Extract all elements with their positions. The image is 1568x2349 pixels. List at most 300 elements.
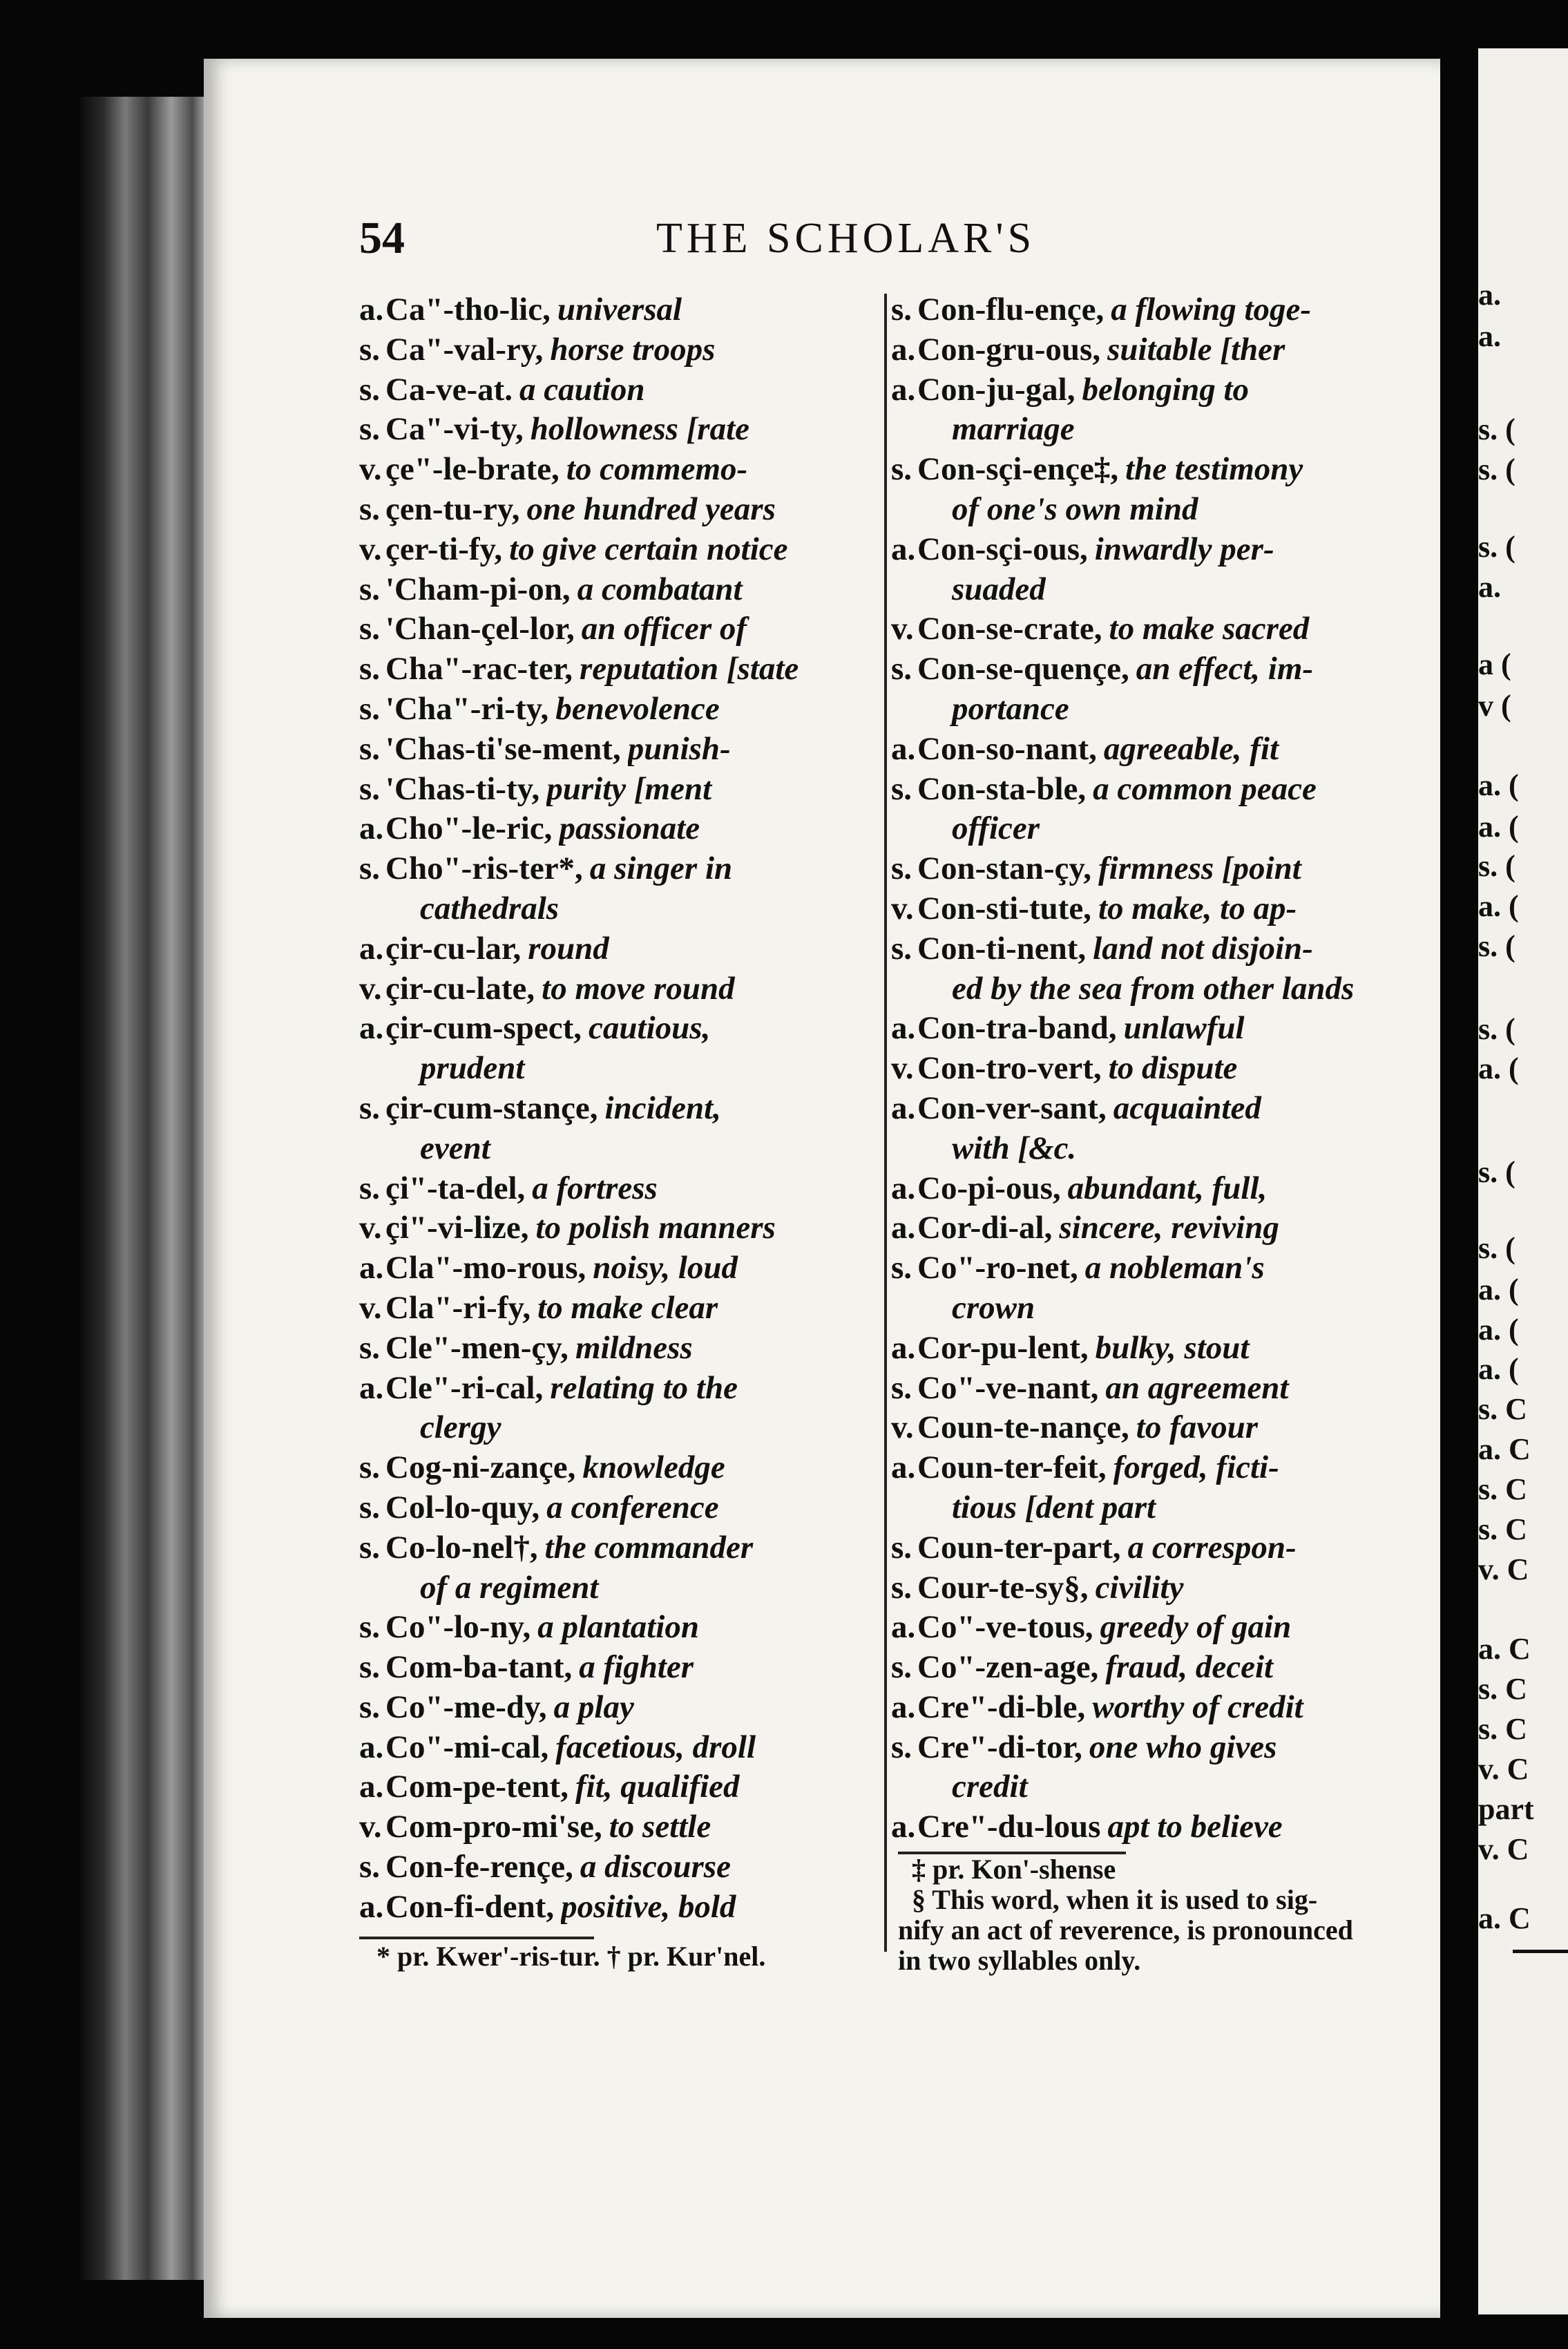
dictionary-entry xyxy=(359,1728,881,1768)
part-of-speech: s. xyxy=(359,651,381,687)
part-of-speech: v. xyxy=(359,970,382,1007)
entry-continuation xyxy=(359,1568,881,1608)
definition: a discourse xyxy=(580,1849,731,1885)
definition: round xyxy=(528,930,609,967)
headword: Con-flu-ençe, xyxy=(917,292,1105,327)
dictionary-entry xyxy=(359,330,881,370)
definition: to commemo- xyxy=(566,451,748,488)
headword: Cla"-ri-fy, xyxy=(385,1289,531,1326)
definition: to favour xyxy=(1136,1409,1259,1446)
part-of-speech: s. xyxy=(359,1609,381,1646)
part-of-speech: s. xyxy=(359,1649,381,1686)
headword: Cre"-di-ble, xyxy=(917,1689,1086,1725)
entry-continuation xyxy=(891,410,1402,450)
part-of-speech: a. xyxy=(359,1010,384,1047)
dictionary-entry xyxy=(359,1369,881,1409)
definition: knowledge xyxy=(582,1449,725,1486)
headword: çe"-le-brate, xyxy=(385,451,560,488)
dictionary-entry xyxy=(359,1767,881,1807)
dictionary-entry xyxy=(359,490,881,530)
headword: Con-ju-gal, xyxy=(917,371,1075,408)
definition: a fortress xyxy=(532,1170,658,1206)
part-of-speech: s. xyxy=(359,1170,381,1206)
headword: Com-ba-tant, xyxy=(385,1649,573,1686)
headword: Cho"-le-ric, xyxy=(385,810,553,847)
part-of-speech: a. xyxy=(891,531,916,567)
headword: 'Cha"-ri-ty, xyxy=(385,690,549,727)
headword: Cho"-ris-ter*, xyxy=(385,850,583,887)
definition: a singer in xyxy=(589,850,733,887)
part-of-speech: s. xyxy=(359,1689,381,1725)
next-page-fragment: s. ( xyxy=(1478,1231,1516,1265)
entry-continuation xyxy=(359,1129,881,1169)
footnote-left: * pr. Kwer'-ris-tur. † pr. Kur'nel. xyxy=(376,1941,766,1972)
definition: an officer of xyxy=(581,611,747,647)
dictionary-entry xyxy=(359,410,881,450)
dictionary-entry xyxy=(359,1009,881,1049)
next-page-fragment: s. C xyxy=(1478,1392,1527,1426)
headword: Con-gru-ous, xyxy=(917,331,1101,368)
next-page-fragment: s. C xyxy=(1478,1472,1527,1506)
dictionary-entry xyxy=(891,1329,1402,1369)
dictionary-entry xyxy=(891,1049,1402,1089)
headword: Co"-mi-cal, xyxy=(385,1729,549,1765)
definition: hollowness [rate xyxy=(530,411,750,448)
part-of-speech: v. xyxy=(891,611,914,647)
next-page-fragment: s. ( xyxy=(1478,412,1516,446)
next-page-fragment: s. C xyxy=(1478,1712,1527,1746)
dictionary-entry xyxy=(891,1448,1402,1488)
definition: worthy of credit xyxy=(1092,1689,1303,1725)
part-of-speech: a. xyxy=(891,1090,916,1126)
definition: firmness [point xyxy=(1098,850,1301,887)
definition: civility xyxy=(1095,1569,1184,1606)
continuation-text: tious [dent part xyxy=(952,1489,1156,1525)
next-page-fragment: a. ( xyxy=(1478,810,1519,844)
dictionary-entry xyxy=(359,929,881,969)
headword: Cre"-di-tor, xyxy=(917,1729,1082,1765)
headword: 'Chas-ti-ty, xyxy=(385,770,540,807)
headword: Con-ti-nent, xyxy=(917,930,1087,967)
headword: Con-tra-band, xyxy=(917,1010,1117,1047)
part-of-speech: s. xyxy=(891,1649,912,1686)
headword: çi"-ta-del, xyxy=(385,1170,526,1206)
headword: 'Cham-pi-on, xyxy=(385,571,571,607)
footnote-right-2: § This word, when it is used to sig- xyxy=(912,1884,1318,1915)
continuation-text: crown xyxy=(952,1289,1035,1326)
continuation-text: prudent xyxy=(420,1050,525,1087)
dictionary-entry xyxy=(891,1089,1402,1129)
definition: reputation [state xyxy=(580,651,799,687)
entry-continuation xyxy=(891,570,1402,610)
headword: Co"-ve-tous, xyxy=(917,1609,1093,1646)
page-header xyxy=(359,207,1395,269)
next-page-fragment: a. ( xyxy=(1478,889,1519,923)
dictionary-entry xyxy=(359,370,881,410)
definition: one who gives xyxy=(1089,1729,1277,1765)
headword: Co"-lo-ny, xyxy=(385,1609,531,1646)
definition: a combatant xyxy=(577,571,743,607)
definition: to make clear xyxy=(537,1289,718,1326)
headword: Cour-te-sy§, xyxy=(917,1569,1089,1606)
part-of-speech: s. xyxy=(891,1369,912,1406)
next-page-fragment: s. ( xyxy=(1478,1155,1516,1189)
next-page-rule xyxy=(1513,1950,1568,1953)
headword: Cog-ni-zançe, xyxy=(385,1449,576,1486)
headword: Coun-ter-part, xyxy=(917,1529,1121,1566)
definition: to make, to ap- xyxy=(1098,890,1297,926)
definition: universal xyxy=(557,292,682,327)
part-of-speech: s. xyxy=(359,1449,381,1486)
definition: a conference xyxy=(546,1489,719,1525)
dictionary-entry xyxy=(359,969,881,1009)
headword: çir-cum-spect, xyxy=(385,1010,582,1047)
continuation-text: clergy xyxy=(420,1409,501,1446)
next-page-fragment: s. ( xyxy=(1478,530,1516,564)
dictionary-entry xyxy=(359,1847,881,1887)
definition: mildness xyxy=(575,1329,693,1366)
definition: relating to the xyxy=(550,1369,738,1406)
part-of-speech: v. xyxy=(891,1409,914,1446)
dictionary-entry xyxy=(359,849,881,889)
headword: Com-pro-mi'se, xyxy=(385,1809,602,1845)
dictionary-entry xyxy=(891,290,1402,330)
dictionary-entry xyxy=(891,1648,1402,1688)
part-of-speech: a. xyxy=(359,1369,384,1406)
dictionary-entry xyxy=(359,1329,881,1369)
dictionary-entry xyxy=(891,1169,1402,1209)
part-of-speech: a. xyxy=(891,1689,916,1725)
dictionary-entry xyxy=(891,609,1402,649)
headword: Con-sçi-ençe‡, xyxy=(917,451,1119,488)
headword: Cle"-men-çy, xyxy=(385,1329,568,1366)
part-of-speech: s. xyxy=(891,292,912,327)
part-of-speech: a. xyxy=(891,1170,916,1206)
part-of-speech: s. xyxy=(891,1569,912,1606)
dictionary-entry xyxy=(891,730,1402,770)
headword: Ca-ve-at. xyxy=(385,371,513,408)
definition: inwardly per- xyxy=(1094,531,1274,567)
part-of-speech: a. xyxy=(359,930,384,967)
headword: Cor-di-al, xyxy=(917,1210,1053,1246)
dictionary-entry xyxy=(359,1807,881,1847)
dictionary-entry xyxy=(359,1688,881,1728)
definition: an effect, im- xyxy=(1136,651,1314,687)
part-of-speech: a. xyxy=(891,730,916,767)
next-page-fragment: a. C xyxy=(1478,1901,1531,1935)
dictionary-entry xyxy=(359,809,881,849)
part-of-speech: s. xyxy=(359,371,381,408)
next-page-fragment: s. C xyxy=(1478,1672,1527,1706)
dictionary-entry xyxy=(359,1169,881,1209)
book-spine xyxy=(79,97,211,2280)
part-of-speech: s. xyxy=(359,1529,381,1566)
dictionary-entry xyxy=(891,849,1402,889)
dictionary-entry xyxy=(891,1807,1402,1847)
dictionary-entry xyxy=(891,649,1402,690)
definition: the testimony xyxy=(1125,451,1303,488)
dictionary-entry xyxy=(359,1488,881,1528)
next-page-fragment: v. C xyxy=(1478,1832,1529,1866)
headword: Con-sta-ble, xyxy=(917,770,1087,807)
definition: passionate xyxy=(559,810,700,847)
definition: unlawful xyxy=(1123,1010,1245,1047)
headword: Ca"-tho-lic, xyxy=(385,292,551,327)
definition: fraud, deceit xyxy=(1105,1649,1274,1686)
definition: a flowing toge- xyxy=(1111,292,1312,327)
part-of-speech: v. xyxy=(891,1050,914,1087)
next-page-fragment: a. ( xyxy=(1478,1052,1519,1085)
footnote-right-3: nify an act of reverence, is pronounced xyxy=(898,1914,1353,1946)
definition: sincere, reviving xyxy=(1059,1210,1279,1246)
continuation-text: marriage xyxy=(952,411,1075,448)
right-column xyxy=(891,290,1402,1847)
next-page-fragment: s. ( xyxy=(1478,849,1516,883)
part-of-speech: s. xyxy=(359,1489,381,1525)
headword: Co"-ro-net, xyxy=(917,1250,1078,1286)
part-of-speech: s. xyxy=(359,611,381,647)
dictionary-entry xyxy=(891,1608,1402,1648)
entry-continuation xyxy=(359,1408,881,1448)
continuation-text: cathedrals xyxy=(420,890,560,926)
headword: çir-cu-late, xyxy=(385,970,535,1007)
dictionary-entry xyxy=(891,1369,1402,1409)
definition: a correspon- xyxy=(1127,1529,1297,1566)
next-page-fragment: v ( xyxy=(1478,689,1511,723)
dictionary-entry xyxy=(359,1208,881,1248)
page-number: 54 xyxy=(359,213,405,263)
headword: Co-lo-nel†, xyxy=(385,1529,538,1566)
dictionary-entry xyxy=(891,370,1402,410)
headword: Con-se-quençe, xyxy=(917,651,1129,687)
continuation-text: suaded xyxy=(952,571,1046,607)
dictionary-entry xyxy=(359,730,881,770)
part-of-speech: v. xyxy=(359,531,382,567)
continuation-text: with [&c. xyxy=(952,1130,1077,1166)
definition: positive, bold xyxy=(561,1888,736,1925)
headword: Ca"-vi-ty, xyxy=(385,411,524,448)
next-page-fragment: a ( xyxy=(1478,647,1511,681)
part-of-speech: a. xyxy=(359,1769,384,1805)
headword: Con-so-nant, xyxy=(917,730,1097,767)
dictionary-entry xyxy=(891,1208,1402,1248)
dictionary-entry xyxy=(891,1408,1402,1448)
headword: Col-lo-quy, xyxy=(385,1489,540,1525)
dictionary-entry xyxy=(891,1528,1402,1568)
dictionary-entry xyxy=(359,570,881,610)
definition: land not disjoin- xyxy=(1093,930,1313,967)
definition: a fighter xyxy=(579,1649,694,1686)
entry-continuation xyxy=(891,1767,1402,1807)
headword: 'Chan-çel-lor, xyxy=(385,611,575,647)
definition: a plantation xyxy=(537,1609,699,1646)
definition: suitable [ther xyxy=(1107,331,1285,368)
headword: Co"-zen-age, xyxy=(917,1649,1099,1686)
part-of-speech: s. xyxy=(359,1090,381,1126)
headword: Cha"-rac-ter, xyxy=(385,651,573,687)
footnote-right-1: ‡ pr. Kon'-shense xyxy=(912,1854,1116,1885)
headword: 'Chas-ti'se-ment, xyxy=(385,730,621,767)
dictionary-entry xyxy=(359,609,881,649)
continuation-text: officer xyxy=(952,810,1040,847)
part-of-speech: s. xyxy=(359,850,381,887)
part-of-speech: s. xyxy=(891,930,912,967)
dictionary-entry xyxy=(891,770,1402,810)
definition: belonging to xyxy=(1082,371,1250,408)
next-page-fragment: s. ( xyxy=(1478,1012,1516,1046)
dictionary-entry xyxy=(891,1248,1402,1288)
next-page-fragment: a. ( xyxy=(1478,1273,1519,1306)
headword: Com-pe-tent, xyxy=(385,1769,568,1805)
continuation-text: ed by the sea from other lands xyxy=(952,970,1355,1007)
part-of-speech: s. xyxy=(891,1250,912,1286)
headword: Coun-te-nançe, xyxy=(917,1409,1129,1446)
next-page-fragment: a. xyxy=(1478,570,1501,604)
part-of-speech: a. xyxy=(891,1010,916,1047)
headword: çen-tu-ry, xyxy=(385,491,520,527)
part-of-speech: v. xyxy=(359,1210,382,1246)
dictionary-entry xyxy=(359,530,881,570)
part-of-speech: s. xyxy=(359,491,381,527)
part-of-speech: s. xyxy=(891,1529,912,1566)
headword: Coun-ter-feit, xyxy=(917,1449,1107,1486)
part-of-speech: a. xyxy=(891,1329,916,1366)
headword: Con-sti-tute, xyxy=(917,890,1091,926)
dictionary-entry xyxy=(891,450,1402,490)
part-of-speech: s. xyxy=(891,451,912,488)
column-divider xyxy=(884,294,887,1952)
part-of-speech: a. xyxy=(359,1250,384,1286)
entry-continuation xyxy=(891,809,1402,849)
headword: Ca"-val-ry, xyxy=(385,331,544,368)
dictionary-entry xyxy=(359,1608,881,1648)
headword: çer-ti-fy, xyxy=(385,531,503,567)
entry-continuation xyxy=(891,690,1402,730)
definition: noisy, loud xyxy=(593,1250,738,1286)
definition: an agreement xyxy=(1105,1369,1289,1406)
continuation-text: credit xyxy=(952,1769,1028,1805)
part-of-speech: v. xyxy=(891,890,914,926)
dictionary-entry xyxy=(359,1089,881,1129)
definition: purity [ment xyxy=(546,770,712,807)
definition: benevolence xyxy=(555,690,720,727)
definition: to settle xyxy=(609,1809,711,1845)
part-of-speech: s. xyxy=(891,770,912,807)
definition: to dispute xyxy=(1108,1050,1238,1087)
dictionary-entry xyxy=(359,1448,881,1488)
entry-continuation xyxy=(891,1488,1402,1528)
next-page-fragment: s. ( xyxy=(1478,929,1516,963)
headword: çi"-vi-lize, xyxy=(385,1210,529,1246)
dictionary-entry xyxy=(359,649,881,690)
dictionary-entry xyxy=(891,1009,1402,1049)
next-page-fragment: s. ( xyxy=(1478,453,1516,486)
definition: the commander xyxy=(544,1529,754,1566)
part-of-speech: s. xyxy=(891,850,912,887)
continuation-text: of a regiment xyxy=(420,1569,599,1606)
headword: çir-cu-lar, xyxy=(385,930,522,967)
headword: Cle"-ri-cal, xyxy=(385,1369,544,1406)
part-of-speech: s. xyxy=(359,1849,381,1885)
part-of-speech: v. xyxy=(359,1289,382,1326)
definition: acquainted xyxy=(1113,1090,1261,1126)
entry-continuation xyxy=(359,889,881,929)
headword: Con-ver-sant, xyxy=(917,1090,1107,1126)
headword: Cor-pu-lent, xyxy=(917,1329,1089,1366)
part-of-speech: a. xyxy=(359,1888,384,1925)
next-page-fragment: a. xyxy=(1478,319,1501,353)
definition: bulky, stout xyxy=(1095,1329,1250,1366)
headword: Con-fe-rençe, xyxy=(385,1849,573,1885)
dictionary-entry xyxy=(891,330,1402,370)
dictionary-entry xyxy=(891,889,1402,929)
left-column xyxy=(359,290,881,1928)
next-page-fragment: a. C xyxy=(1478,1432,1531,1466)
headword: Con-se-crate, xyxy=(917,611,1102,647)
definition: forged, ficti- xyxy=(1113,1449,1279,1486)
continuation-text: portance xyxy=(952,690,1069,727)
part-of-speech: s. xyxy=(359,331,381,368)
dictionary-entry xyxy=(359,770,881,810)
part-of-speech: s. xyxy=(359,571,381,607)
part-of-speech: s. xyxy=(891,651,912,687)
part-of-speech: a. xyxy=(359,1729,384,1765)
footnote-rule-left xyxy=(359,1937,594,1939)
headword: Co"-me-dy, xyxy=(385,1689,547,1725)
headword: Con-stan-çy, xyxy=(917,850,1091,887)
definition: to make sacred xyxy=(1109,611,1310,647)
part-of-speech: s. xyxy=(359,730,381,767)
definition: to polish manners xyxy=(535,1210,776,1246)
headword: Con-tro-vert, xyxy=(917,1050,1102,1087)
next-page-fragment: v. C xyxy=(1478,1552,1529,1586)
part-of-speech: v. xyxy=(359,451,382,488)
dictionary-entry xyxy=(891,1688,1402,1728)
headword: Co"-ve-nant, xyxy=(917,1369,1099,1406)
headword: Cla"-mo-rous, xyxy=(385,1250,586,1286)
definition: one hundred years xyxy=(526,491,776,527)
continuation-text: of one's own mind xyxy=(952,491,1198,527)
dictionary-entry xyxy=(359,1887,881,1928)
definition: punish- xyxy=(627,730,731,767)
part-of-speech: a. xyxy=(891,1609,916,1646)
next-page-fragment: v. C xyxy=(1478,1752,1529,1786)
next-page-fragment: s. C xyxy=(1478,1512,1527,1546)
next-page-fragment: a. ( xyxy=(1478,1352,1519,1386)
definition: apt to believe xyxy=(1107,1809,1283,1845)
part-of-speech: s. xyxy=(891,1729,912,1765)
definition: horse troops xyxy=(550,331,716,368)
part-of-speech: s. xyxy=(359,690,381,727)
entry-continuation xyxy=(891,969,1402,1009)
entry-continuation xyxy=(891,1288,1402,1329)
definition: to move round xyxy=(542,970,735,1007)
entry-continuation xyxy=(891,1129,1402,1169)
headword: Cre"-du-lous xyxy=(917,1809,1101,1845)
entry-continuation xyxy=(891,490,1402,530)
part-of-speech: a. xyxy=(891,331,916,368)
continuation-text: event xyxy=(420,1130,490,1166)
definition: incident, xyxy=(604,1090,721,1126)
part-of-speech: a. xyxy=(891,1809,916,1845)
part-of-speech: a. xyxy=(359,810,384,847)
dictionary-entry xyxy=(891,1728,1402,1768)
part-of-speech: s. xyxy=(359,411,381,448)
entry-continuation xyxy=(359,1049,881,1089)
dictionary-entry xyxy=(891,929,1402,969)
part-of-speech: s. xyxy=(359,770,381,807)
dictionary-entry xyxy=(359,450,881,490)
